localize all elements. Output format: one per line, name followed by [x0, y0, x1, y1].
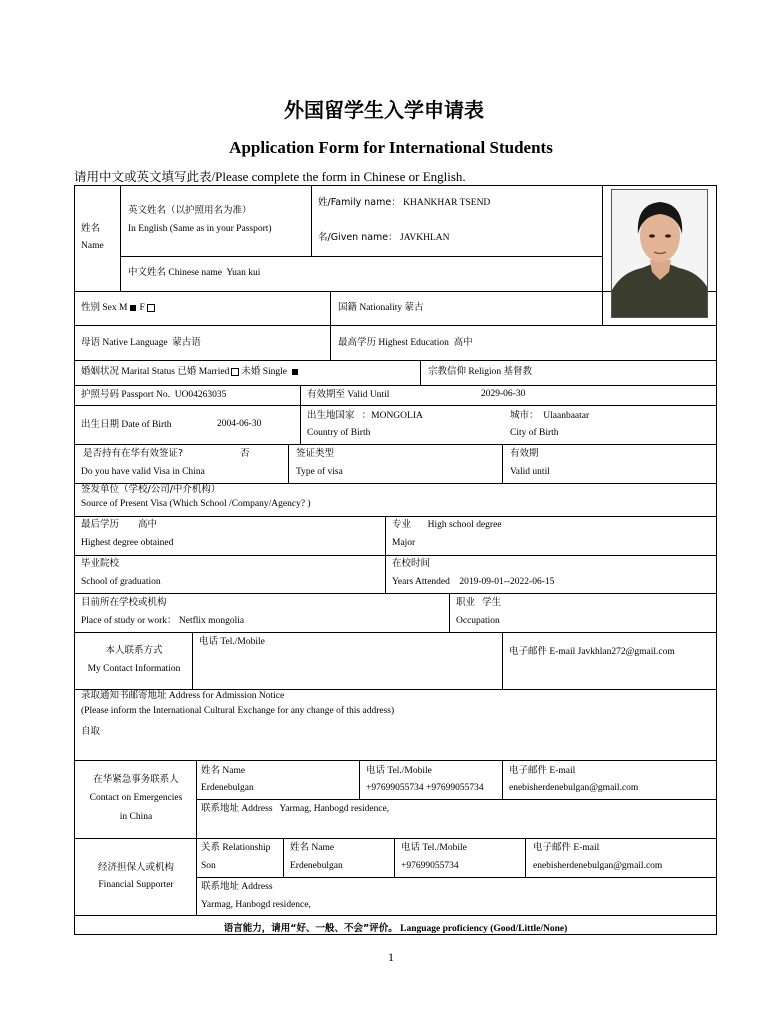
contact-email-field[interactable]: 电子邮件 E-mail Javkhlan272@gmail.com	[509, 646, 675, 657]
visa-answer[interactable]: 否	[240, 448, 250, 459]
name-label-en: Name	[81, 241, 104, 251]
emergency-name-value[interactable]: Erdenebulgan	[201, 783, 254, 793]
chinese-name-field[interactable]: 中文姓名 Chinese name Yuan kui	[128, 267, 261, 278]
highest-education-field[interactable]: 最高学历 Highest Education 高中	[338, 337, 473, 348]
visa-valid-label-cn: 有效期	[510, 448, 539, 459]
sex-field[interactable]: 性别 Sex M F	[81, 302, 157, 314]
school-label-en: School of graduation	[81, 577, 161, 587]
single-checkbox[interactable]	[292, 369, 298, 375]
emergency-tel-label: 电话 Tel./Mobile	[366, 765, 432, 776]
occupation-label-en: Occupation	[456, 616, 500, 626]
visa-source-label-cn: 签发单位（学校/公司/中介机构）	[81, 484, 221, 495]
language-proficiency-header: 语言能力，请用“好、一般、不会”评价。 Language proficiency (Good/Little/None)	[223, 923, 568, 934]
birth-city-label-en: City of Birth	[510, 428, 559, 438]
degree-label-en: Highest degree obtained	[81, 538, 174, 548]
family-name-field[interactable]: 姓/Family name： KHANKHAR TSEND	[318, 197, 491, 208]
birth-country-label-en: Country of Birth	[307, 428, 371, 438]
major-label-en: Major	[392, 538, 416, 548]
contact-label-en: My Contact Information	[87, 664, 181, 674]
admission-address-value[interactable]: 自取	[81, 726, 101, 737]
supporter-relationship-label: 关系 Relationship	[201, 842, 271, 853]
supporter-email-value[interactable]: enebisherdenebulgan@gmail.com	[533, 861, 663, 871]
study-place-field[interactable]: Place of study or work： Netflix mongolia	[81, 616, 245, 626]
sex-male-checkbox[interactable]	[130, 305, 136, 311]
attended-field[interactable]: Years Attended 2019-09-01--2022-06-15	[392, 577, 555, 587]
emergency-name-label: 姓名 Name	[201, 765, 246, 776]
form-title-chinese: 外国留学生入学申请表	[284, 98, 484, 122]
supporter-name-label: 姓名 Name	[290, 842, 335, 853]
visa-question-cn: 是否持有在华有效签证?	[83, 448, 184, 459]
occupation-field[interactable]: 职业 学生	[456, 597, 502, 608]
form-title-english: Application Form for International Students	[229, 138, 553, 157]
form-instruction: 请用中文或英文填写此表/Please complete the form in Chinese or English.	[74, 169, 466, 184]
nationality-field[interactable]: 国籍 Nationality 蒙古	[338, 302, 424, 313]
name-label-cn: 姓名	[81, 223, 101, 234]
supporter-label-cn: 经济担保人或机构	[97, 862, 174, 873]
supporter-label-en: Financial Supporter	[98, 880, 174, 890]
supporter-address-value[interactable]: Yarmag, Hanbogd residence,	[201, 900, 311, 910]
english-name-label-en: In English (Same as in your Passport)	[128, 224, 272, 234]
visa-type-label-cn: 签证类型	[296, 448, 335, 459]
supporter-tel-label: 电话 Tel./Mobile	[401, 842, 467, 853]
supporter-tel-value[interactable]: +97699055734	[401, 861, 459, 871]
dob-value[interactable]: 2004-06-30	[217, 419, 262, 429]
visa-valid-label-en: Valid until	[510, 467, 550, 477]
marital-status-field[interactable]: 婚姻状况 Marital Status 已婚 Married 未婚 Single	[81, 366, 301, 378]
emergency-label-en-1: Contact on Emergencies	[89, 793, 183, 803]
birth-city-field[interactable]: 城市： Ulaanbaatar	[510, 410, 590, 421]
emergency-email-label: 电子邮件 E-mail	[509, 765, 576, 776]
valid-until-value[interactable]: 2029-06-30	[481, 389, 526, 399]
supporter-name-value[interactable]: Erdenebulgan	[290, 861, 343, 871]
contact-tel-field[interactable]: 电话 Tel./Mobile	[199, 636, 265, 647]
dob-field[interactable]: 出生日期 Date of Birth	[81, 419, 172, 430]
page-number: 1	[388, 950, 394, 964]
emergency-label-en-2: in China	[119, 812, 153, 822]
emergency-address-field[interactable]: 联系地址 Address Yarmag, Hanbogd residence,	[201, 803, 390, 814]
emergency-tel-value[interactable]: +97699055734 +97699055734	[366, 783, 484, 793]
applicant-photo	[611, 189, 708, 318]
valid-until-field[interactable]: 有效期至 Valid Until	[307, 389, 390, 400]
supporter-email-label: 电子邮件 E-mail	[533, 842, 600, 853]
emergency-label-cn: 在华紧急事务联系人	[93, 774, 179, 785]
admission-address-label: 录取通知书邮寄地址 Address for Admission Notice	[81, 690, 285, 701]
visa-source-label-en: Source of Present Visa (Which School /Company/Agency? )	[81, 499, 311, 509]
native-language-field[interactable]: 母语 Native Language 蒙古语	[81, 337, 201, 348]
supporter-address-label: 联系地址 Address	[201, 881, 273, 892]
supporter-relationship-value[interactable]: Son	[201, 861, 216, 871]
school-label-cn: 毕业院校	[81, 558, 120, 569]
visa-type-label-en: Type of visa	[296, 467, 343, 477]
attended-label-cn: 在校时间	[392, 558, 431, 569]
passport-field[interactable]: 护照号码 Passport No. UO04263035	[81, 389, 227, 400]
degree-field[interactable]: 最后学历 高中	[81, 519, 158, 530]
given-name-field[interactable]: 名/Given name： JAVKHLAN	[318, 232, 450, 243]
emergency-email-value[interactable]: enebisherdenebulgan@gmail.com	[509, 783, 639, 793]
birth-country-field[interactable]: 出生地国家 ：MONGOLIA	[307, 410, 423, 421]
study-place-label-cn: 目前所在学校或机构	[81, 597, 167, 608]
admission-address-note: (Please inform the International Cultural Exchange for any change of this address)	[81, 706, 395, 716]
married-checkbox[interactable]	[231, 368, 239, 376]
visa-question-en: Do you have valid Visa in China	[81, 467, 205, 477]
contact-label-cn: 本人联系方式	[105, 645, 163, 656]
religion-field[interactable]: 宗教信仰 Religion 基督教	[428, 366, 533, 377]
major-field[interactable]: 专业 High school degree	[392, 519, 502, 530]
sex-female-checkbox[interactable]	[147, 304, 155, 312]
english-name-label-cn: 英文姓名（以护照用名为准）	[128, 205, 252, 216]
